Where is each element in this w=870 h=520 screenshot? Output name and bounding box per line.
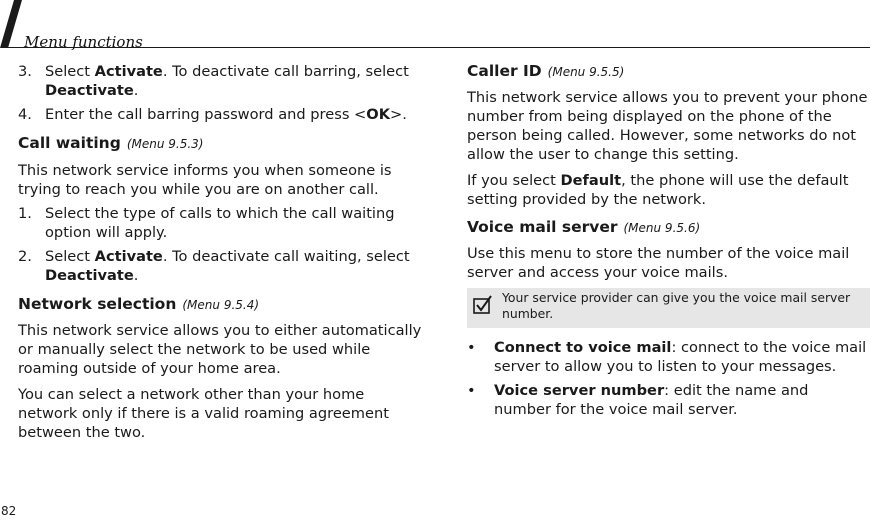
header-title: Menu functions (24, 33, 143, 51)
note-box (467, 288, 870, 328)
call-waiting-description: This network service informs you when someone is trying to reach you while you are on another call. (18, 162, 392, 198)
network-selection-p2: You can select a network other than your home network only if there is a valid roaming agreement between the two. (18, 386, 389, 441)
caller-id-heading: Caller ID (Menu 9.5.5) (467, 62, 625, 80)
call-waiting-heading: Call waiting (Menu 9.5.3) (18, 134, 204, 152)
step-3: 3. Select Activate. To deactivate call barring, select Deactivate. (18, 63, 409, 99)
network-selection-heading: Network selection (Menu 9.5.4) (18, 295, 260, 313)
checkbox-check-icon (473, 294, 493, 314)
step-4: 4. Enter the call barring password and press <OK>. (18, 106, 407, 123)
call-waiting-step-1: 1. Select the type of calls to which the call waiting option will apply. (18, 205, 395, 241)
call-waiting-step-2: 2. Select Activate. To deactivate call waiting, select Deactivate. (18, 248, 410, 284)
voice-mail-p1: Use this menu to store the number of the voice mail server and access your voice mails. (467, 245, 850, 281)
caller-id-p1: This network service allows you to prevent your phone number from being displayed on the phone of the person being called. However, some networks do not allow the user to change this setting. (467, 89, 868, 163)
left-column (18, 62, 426, 442)
network-selection-p1: This network service allows you to either automatically or manually select the network to be used while roaming outside of your home area. (18, 322, 422, 377)
bullet-connect-voice-mail: • Connect to voice mail: connect to the voice mail server to allow you to listen to your messages. (467, 339, 867, 375)
bullet-voice-server-number: • Voice server number: edit the name and number for the voice mail server. (467, 382, 809, 418)
voice-mail-heading: Voice mail server (Menu 9.5.6) (467, 218, 701, 236)
right-column (467, 62, 870, 419)
caller-id-p2: If you select Default, the phone will use the default setting provided by the network. (467, 172, 849, 208)
note-text: Your service provider can give you the voice mail server number. (502, 290, 851, 321)
page-number: 82 (1, 504, 17, 518)
